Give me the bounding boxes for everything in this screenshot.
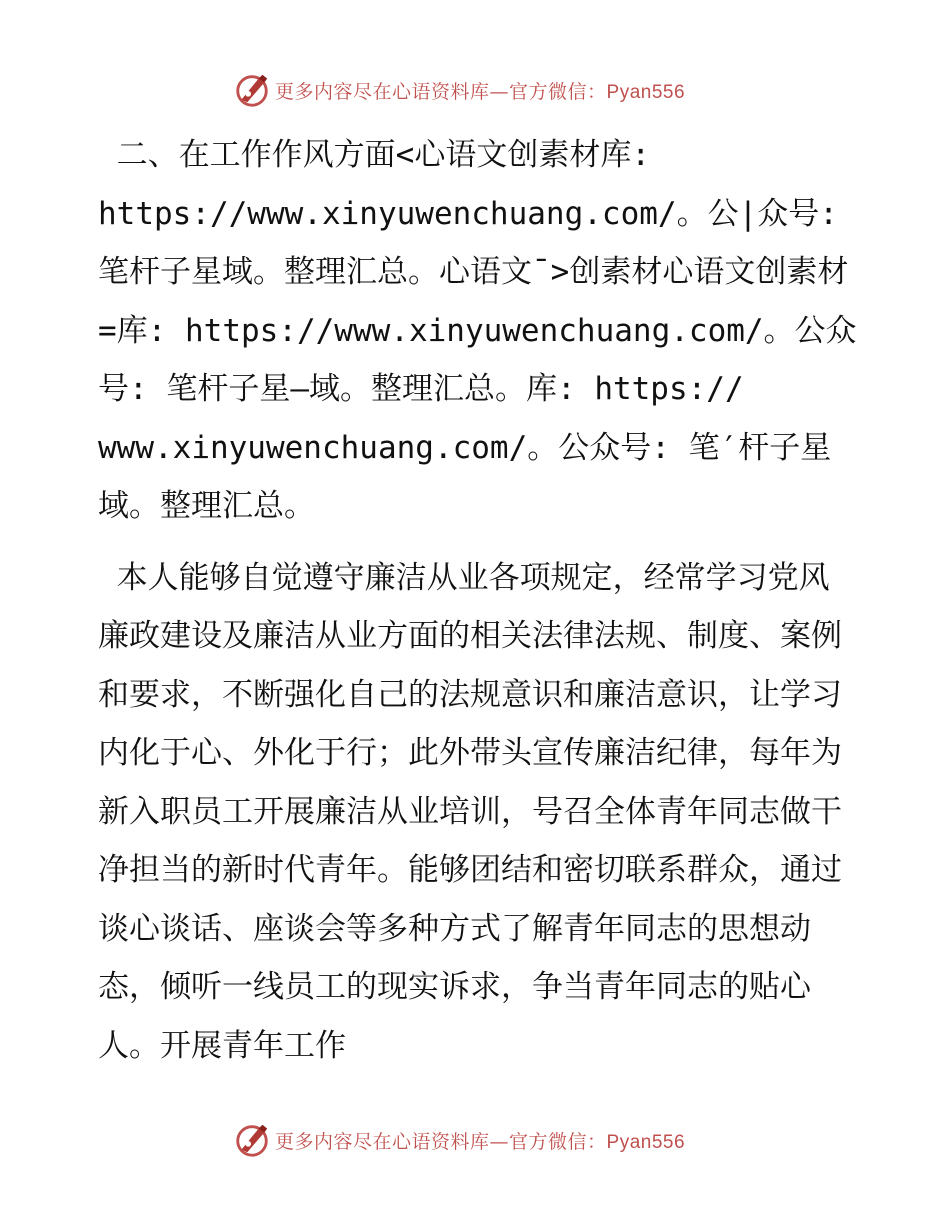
header-wechat-id: Pyan556 — [606, 81, 686, 103]
paragraph-integrity: 本人能够自觉遵守廉洁从业各项规定，经常学习党风廉政建设及廉洁从业方面的相关法律法规、制度、案例和要求，不断强化自己的法规意识和廉洁意识，让学习内化于心、外化于行；此外带头宣传廉洁纪律，每年为新入职员工开展廉洁从业培训，号召全体青年同志做干净担当的新时代青年。能够团结和密切联系群众，通过谈心谈话、座谈会等多种方式了解青年同志的思想动态，倾听一线员工的现实诉求，争当青年同志的贴心人。开展青年工作 — [98, 559, 842, 1064]
header-banner — [233, 70, 713, 110]
footer-banner — [233, 1120, 713, 1160]
paragraph-work-style: 二、在工作作风方面<心语文创素材库: https://www.xinyuwenchuang.com/。公|众号: 笔杆子星域。整理汇总。心语文¯>创素材心语文创素材=库: https://www.xinyuwenchuang.com/。公众号: 笔杆子星—域。整理汇总。库: https:// www.xinyuwenchuang.com/。公众号: 笔′杆子星域。整理汇总。 — [98, 137, 857, 524]
document-body — [98, 126, 858, 1075]
footer-promo: 更多内容尽在心语资料库—官方微信： — [275, 1130, 607, 1153]
xinyu-logo-icon — [233, 1121, 271, 1159]
footer-text — [275, 1127, 685, 1154]
header-promo: 更多内容尽在心语资料库—官方微信： — [275, 80, 607, 103]
header-text — [275, 77, 685, 104]
footer-wechat-id: Pyan556 — [606, 1131, 686, 1153]
xinyu-logo-icon — [233, 71, 271, 109]
